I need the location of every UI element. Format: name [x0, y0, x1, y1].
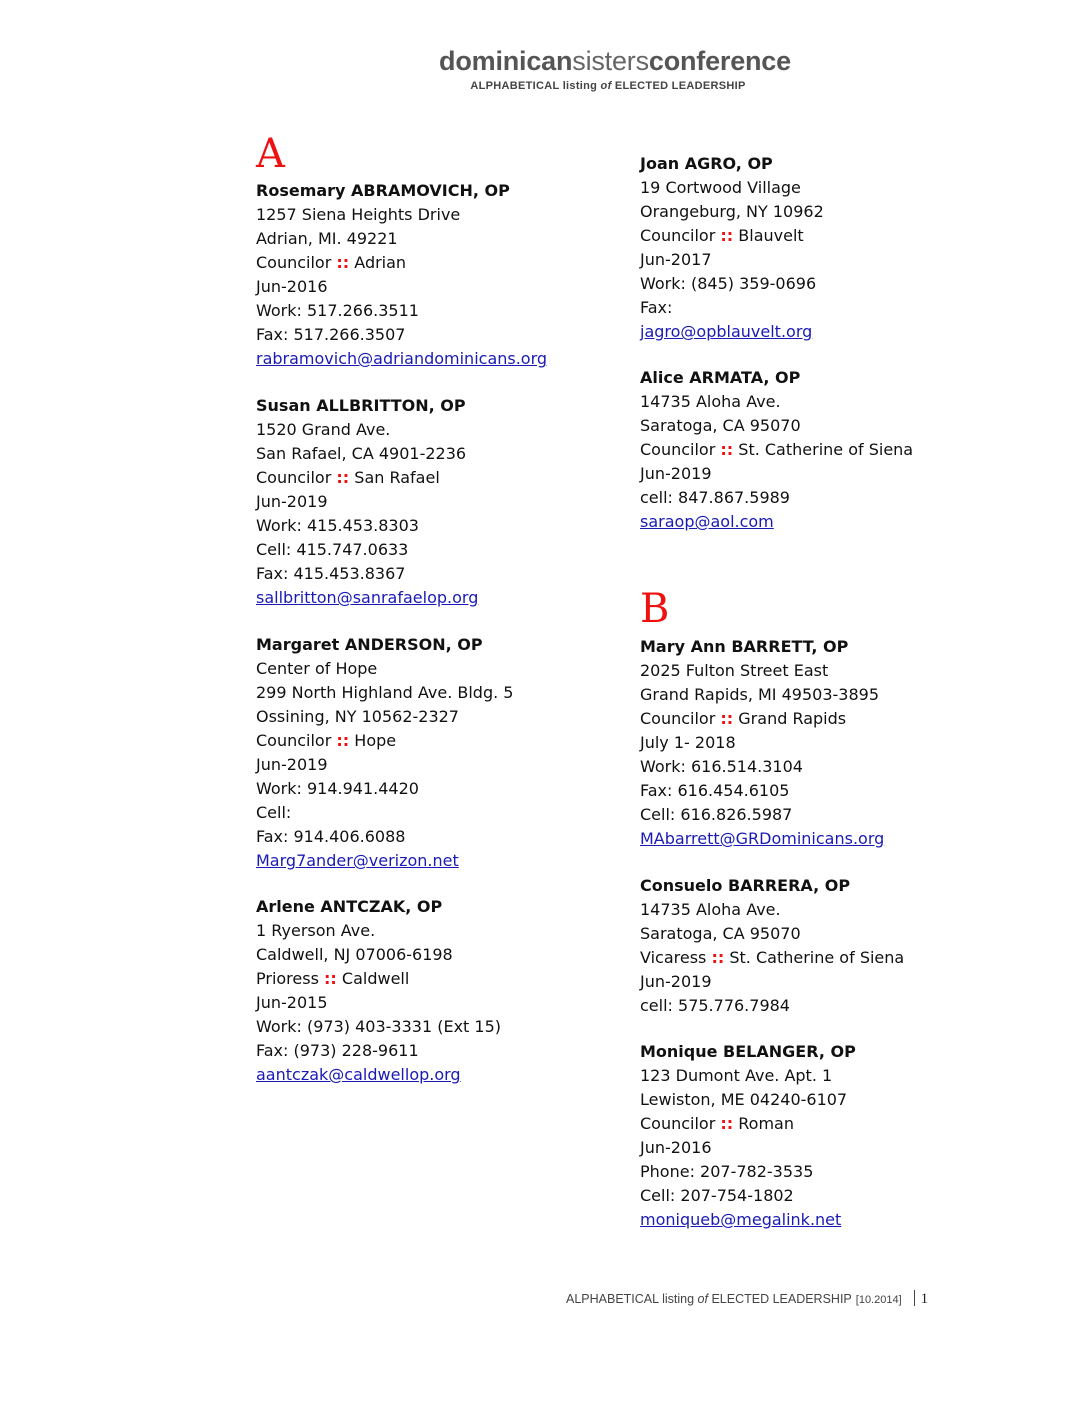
entry [640, 152, 824, 344]
role: Councilor [640, 226, 716, 245]
email-line [256, 347, 547, 371]
congregation: Caldwell [341, 969, 410, 988]
contact-line: Jun-2017 [640, 250, 712, 269]
contact-line: Cell: 415.747.0633 [256, 540, 409, 559]
congregation: San Rafael [354, 468, 440, 487]
contact-line: Fax: 415.453.8367 [256, 564, 406, 583]
entry [640, 874, 904, 1018]
contact-line: Cell: [256, 803, 292, 822]
separator-glyph: :: [720, 709, 734, 728]
separator-glyph: :: [336, 253, 350, 272]
document-subtitle [0, 80, 1088, 92]
section-letter-a: A [256, 131, 285, 177]
footer-title-post: ELECTED LEADERSHIP [707, 1292, 852, 1306]
email-link[interactable]: saraop@aol.com [640, 512, 774, 531]
congregation: Adrian [354, 253, 407, 272]
address-line: Saratoga, CA 95070 [640, 924, 801, 943]
entry-name: Arlene ANTCZAK, OP [256, 897, 443, 916]
contact-line: cell: 847.867.5989 [640, 488, 790, 507]
congregation: Roman [738, 1114, 794, 1133]
congregation: Hope [354, 731, 397, 750]
contact-line: Work: 914.941.4420 [256, 779, 419, 798]
separator-glyph: :: [336, 731, 350, 750]
role-line [256, 967, 501, 991]
footer-date: [10.2014] [855, 1294, 902, 1306]
entry-name: Margaret ANDERSON, OP [256, 635, 483, 654]
entry [640, 1040, 856, 1232]
footer-divider [914, 1290, 915, 1306]
address-line: 1257 Siena Heights Drive [256, 205, 461, 224]
email-link[interactable]: MAbarrett@GRDominicans.org [640, 829, 885, 848]
entry-name: Alice ARMATA, OP [640, 368, 801, 387]
entry-name: Mary Ann BARRETT, OP [640, 637, 849, 656]
subtitle-pre: ALPHABETICAL listing [470, 80, 601, 92]
entry [256, 633, 513, 873]
congregation: Blauvelt [738, 226, 804, 245]
role-line [640, 946, 904, 970]
email-link[interactable]: Marg7ander@verizon.net [256, 851, 459, 870]
contact-line: Jun-2019 [640, 464, 712, 483]
entry-name: Monique BELANGER, OP [640, 1042, 856, 1061]
separator-glyph: :: [720, 1114, 734, 1133]
role: Vicaress [640, 948, 707, 967]
entry [256, 394, 478, 610]
page-number: 1 [920, 1291, 929, 1307]
role: Councilor [256, 731, 332, 750]
contact-line: Work: 616.514.3104 [640, 757, 803, 776]
address-line: Orangeburg, NY 10962 [640, 202, 824, 221]
address-line: Saratoga, CA 95070 [640, 416, 801, 435]
separator-glyph: :: [336, 468, 350, 487]
role: Councilor [640, 440, 716, 459]
congregation: St. Catherine of Siena [738, 440, 914, 459]
email-link[interactable]: moniqueb@megalink.net [640, 1210, 842, 1229]
contact-line: Work: 415.453.8303 [256, 516, 419, 535]
contact-line: Jun-2016 [640, 1138, 712, 1157]
address-line: 299 North Highland Ave. Bldg. 5 [256, 683, 514, 702]
email-link[interactable]: jagro@opblauvelt.org [640, 322, 813, 341]
entry [256, 895, 501, 1087]
entry [640, 635, 884, 851]
role: Councilor [256, 468, 332, 487]
subtitle-post: ELECTED LEADERSHIP [611, 80, 746, 92]
contact-line: Jun-2015 [256, 993, 328, 1012]
address-line: Center of Hope [256, 659, 378, 678]
role-line [640, 707, 884, 731]
entry-name: Rosemary ABRAMOVICH, OP [256, 181, 510, 200]
email-link[interactable]: sallbritton@sanrafaelop.org [256, 588, 479, 607]
congregation: St. Catherine of Siena [729, 948, 905, 967]
contact-line: Fax: 517.266.3507 [256, 325, 406, 344]
separator-glyph: :: [720, 226, 734, 245]
email-line [640, 827, 884, 851]
contact-line: Fax: 616.454.6105 [640, 781, 790, 800]
section-letter-b: B [640, 586, 670, 632]
role-line [256, 729, 513, 753]
contact-line: Jun-2019 [640, 972, 712, 991]
separator-glyph: :: [711, 948, 725, 967]
contact-line: Fax: (973) 228-9611 [256, 1041, 419, 1060]
contact-line: Jun-2016 [256, 277, 328, 296]
entry-name: Susan ALLBRITTON, OP [256, 396, 466, 415]
email-line [640, 320, 824, 344]
contact-line: Phone: 207-782-3535 [640, 1162, 814, 1181]
role: Prioress [256, 969, 319, 988]
address-line: San Rafael, CA 4901-2236 [256, 444, 467, 463]
entry [256, 179, 547, 371]
address-line: 19 Cortwood Village [640, 178, 801, 197]
logo-part-2: sisters [572, 46, 649, 76]
email-link[interactable]: rabramovich@adriandominicans.org [256, 349, 548, 368]
subtitle-em: of [600, 80, 612, 92]
address-line: 14735 Aloha Ave. [640, 900, 781, 919]
email-line [256, 586, 478, 610]
address-line: 123 Dumont Ave. Apt. 1 [640, 1066, 833, 1085]
logo-part-1: dominican [439, 46, 573, 76]
contact-line: Work: (845) 359-0696 [640, 274, 817, 293]
contact-line: Jun-2019 [256, 492, 328, 511]
role: Councilor [256, 253, 332, 272]
role-line [640, 1112, 856, 1136]
contact-line: Cell: 616.826.5987 [640, 805, 793, 824]
logo-part-3: conference [648, 46, 791, 76]
page-footer [566, 1290, 928, 1308]
separator-glyph: :: [720, 440, 734, 459]
contact-line: Jun-2019 [256, 755, 328, 774]
contact-line: cell: 575.776.7984 [640, 996, 790, 1015]
address-line: Ossining, NY 10562-2327 [256, 707, 459, 726]
address-line: Lewiston, ME 04240-6107 [640, 1090, 848, 1109]
contact-line: Work: 517.266.3511 [256, 301, 419, 320]
email-link[interactable]: aantczak@caldwellop.org [256, 1065, 461, 1084]
address-line: 2025 Fulton Street East [640, 661, 829, 680]
contact-line: Cell: 207-754-1802 [640, 1186, 794, 1205]
role-line [640, 438, 913, 462]
email-line [256, 1063, 501, 1087]
contact-line: July 1- 2018 [640, 733, 736, 752]
contact-line: Work: (973) 403-3331 (Ext 15) [256, 1017, 501, 1036]
congregation: Grand Rapids [738, 709, 847, 728]
role-line [256, 466, 478, 490]
conference-logo [0, 46, 1088, 77]
separator-glyph: :: [324, 969, 337, 988]
contact-line: Fax: [640, 298, 673, 317]
address-line: Grand Rapids, MI 49503-3895 [640, 685, 879, 704]
address-line: 14735 Aloha Ave. [640, 392, 781, 411]
footer-title-pre: ALPHABETICAL listing [566, 1292, 698, 1306]
role: Councilor [640, 1114, 716, 1133]
role-line [256, 251, 547, 275]
email-line [640, 510, 913, 534]
contact-line: Fax: 914.406.6088 [256, 827, 406, 846]
role: Councilor [640, 709, 716, 728]
address-line: Adrian, MI. 49221 [256, 229, 398, 248]
entry-name: Joan AGRO, OP [640, 154, 773, 173]
address-line: 1520 Grand Ave. [256, 420, 391, 439]
entry-name: Consuelo BARRERA, OP [640, 876, 851, 895]
email-line [256, 849, 513, 873]
footer-title-em: of [697, 1292, 708, 1306]
address-line: 1 Ryerson Ave. [256, 921, 376, 940]
address-line: Caldwell, NJ 07006-6198 [256, 945, 453, 964]
role-line [640, 224, 824, 248]
entry [640, 366, 913, 534]
email-line [640, 1208, 856, 1232]
footer-title [566, 1292, 852, 1306]
